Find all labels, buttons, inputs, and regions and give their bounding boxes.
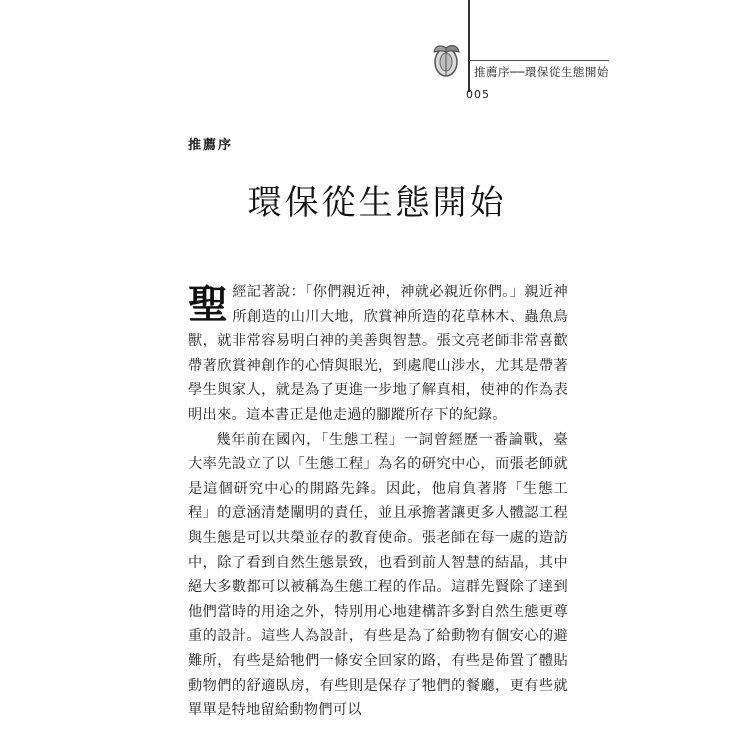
section-label: 推薦序 xyxy=(188,138,234,153)
drop-cap: 聖 xyxy=(188,282,229,328)
page-number: 005 xyxy=(466,88,490,101)
chapter-title: 環保從生態開始 xyxy=(247,182,507,223)
header-vertical-rule xyxy=(468,0,470,92)
leaf-icon-graphic xyxy=(434,45,459,76)
body-text xyxy=(188,280,568,723)
paragraph-1 xyxy=(188,280,568,428)
header-horizontal-rule xyxy=(469,60,609,61)
running-head: 推薦序──環保從生態開始 xyxy=(474,65,609,79)
paragraph-2: 幾年前在國內，「生態工程」一詞曾經歷一番論戰，臺大率先設立了以「生態工程」為名的研究中心，而張老師就是這個研究中心的開路先鋒。因此，他肩負著將「生態工程」的意涵清楚闡明的責任，並且承擔著讓更多人體認工程與生態是可以共榮並存的教育使命。張老師在每一處的造訪中，除了看到自然生態景致，也看到前人智慧的結晶，其中絕大多數都可以被稱為生態工程的作品。這群先賢除了達到他們當時的用途之外，特別用心地建構許多對自然生態更尊重的設計。這些人為設計，有些是為了給動物有個安心的避難所，有些是給牠們一條安全回家的路，有些是佈置了體貼動物們的舒適臥房，有些則是保存了牠們的餐廳，更有些就單單是特地留給動物們可以 xyxy=(188,431,568,719)
paragraph-1-text: 經記著說：「你們親近神，神就必親近你們。」親近神所創造的山川大地，欣賞神所造的花草林木、蟲魚鳥獸，就非常容易明白神的美善與智慧。張文亮老師非常喜歡帶著欣賞神創作的心情與眼光，到處爬山涉水，尤其是帶著學生與家人，就是為了更進一步地了解真相，使神的作為表明出來。這本書正是他走過的腳蹤所存下的紀錄。 xyxy=(188,284,568,423)
leaf-icon xyxy=(426,40,466,80)
